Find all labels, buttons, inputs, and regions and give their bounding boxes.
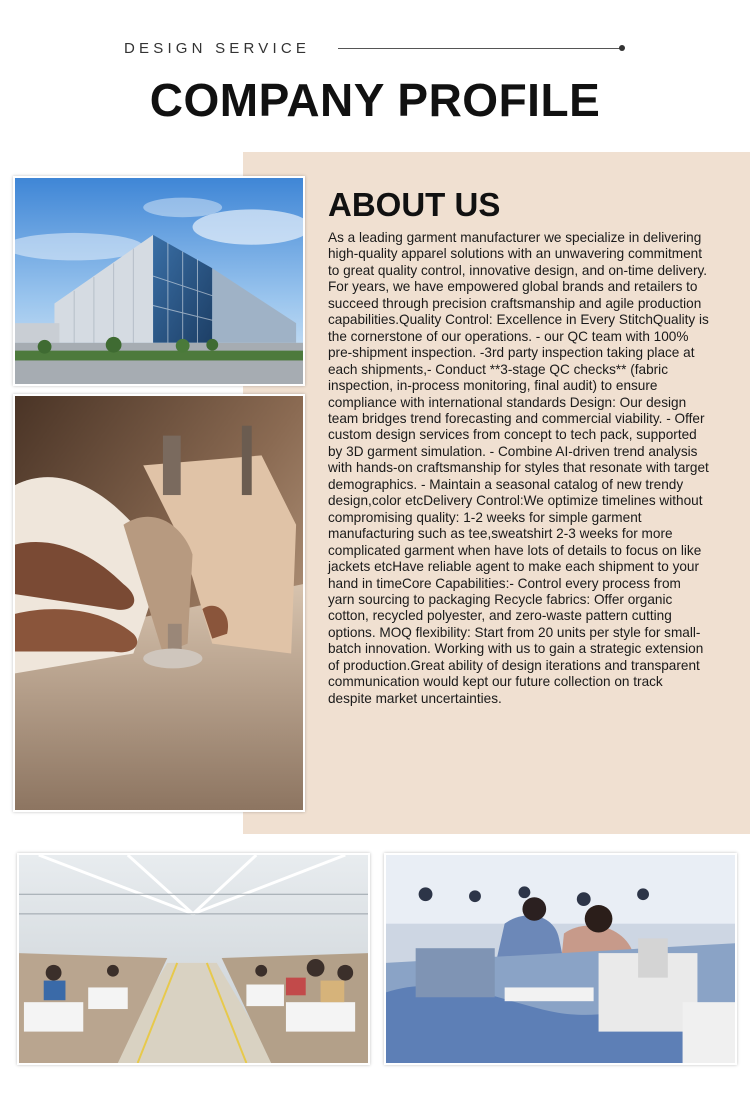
- about-us-heading: ABOUT US: [328, 186, 501, 223]
- workers-sewing-photo: [384, 853, 737, 1065]
- factory-building-photo: [13, 176, 305, 386]
- factory-floor-photo: [17, 853, 370, 1065]
- header-divider-line: [338, 48, 622, 49]
- header-divider-dot: [619, 45, 625, 51]
- sewing-machine-photo: [13, 394, 305, 812]
- page-title: COMPANY PROFILE: [149, 74, 601, 126]
- design-service-label: DESIGN SERVICE: [124, 40, 311, 57]
- about-us-body: As a leading garment manufacturer we specialize in delivering high-quality apparel solutions with an unwavering commitment to great quality control, innovative design, and on-time delivery. For years, we have empowered global brands and retailers to succeed through precision craftsmanship and agile production capabilities.Quality Control: Excellence in Every StitchQuality is the cornerstone of our operations. - our QC team with 100% pre-shipment inspection. -3rd party inspection taking place at each shipments,- Conduct **3-stage QC checks** (fabric inspection, in-process monitoring, final audit) to ensure compliance with international standards Design: Our design team bridges trend forecasting and commercial viability. - Offer custom design services from concept to tech pack, supported by 3D garment simulation. - Combine AI-driven trend analysis with hands-on craftsmanship for styles that resonate with target demographics. - Maintain a seasonal catalog of new trendy design,color etcDelivery Control:We optimize timelines without compromising quality: 1-2 weeks for simple garment manufacturing such as tee,sweatshirt 2-3 weeks for more complicated garment when have lots of details to focus on like jackets etcHave reliable agent to make each shipment to your hand in timeCore Capabilities:- Control every process from yarn sourcing to packaging Recycle fabrics: Offer organic cotton, recycled polyester, and zero-waste pattern cutting options. MOQ flexibility: Start from 20 units per style for small-batch innovation. Working with us to gain a strategic extension of production.Great ability of design iterations and transparent communication would kept our future collection on track despite market uncertainties.: [328, 230, 709, 706]
